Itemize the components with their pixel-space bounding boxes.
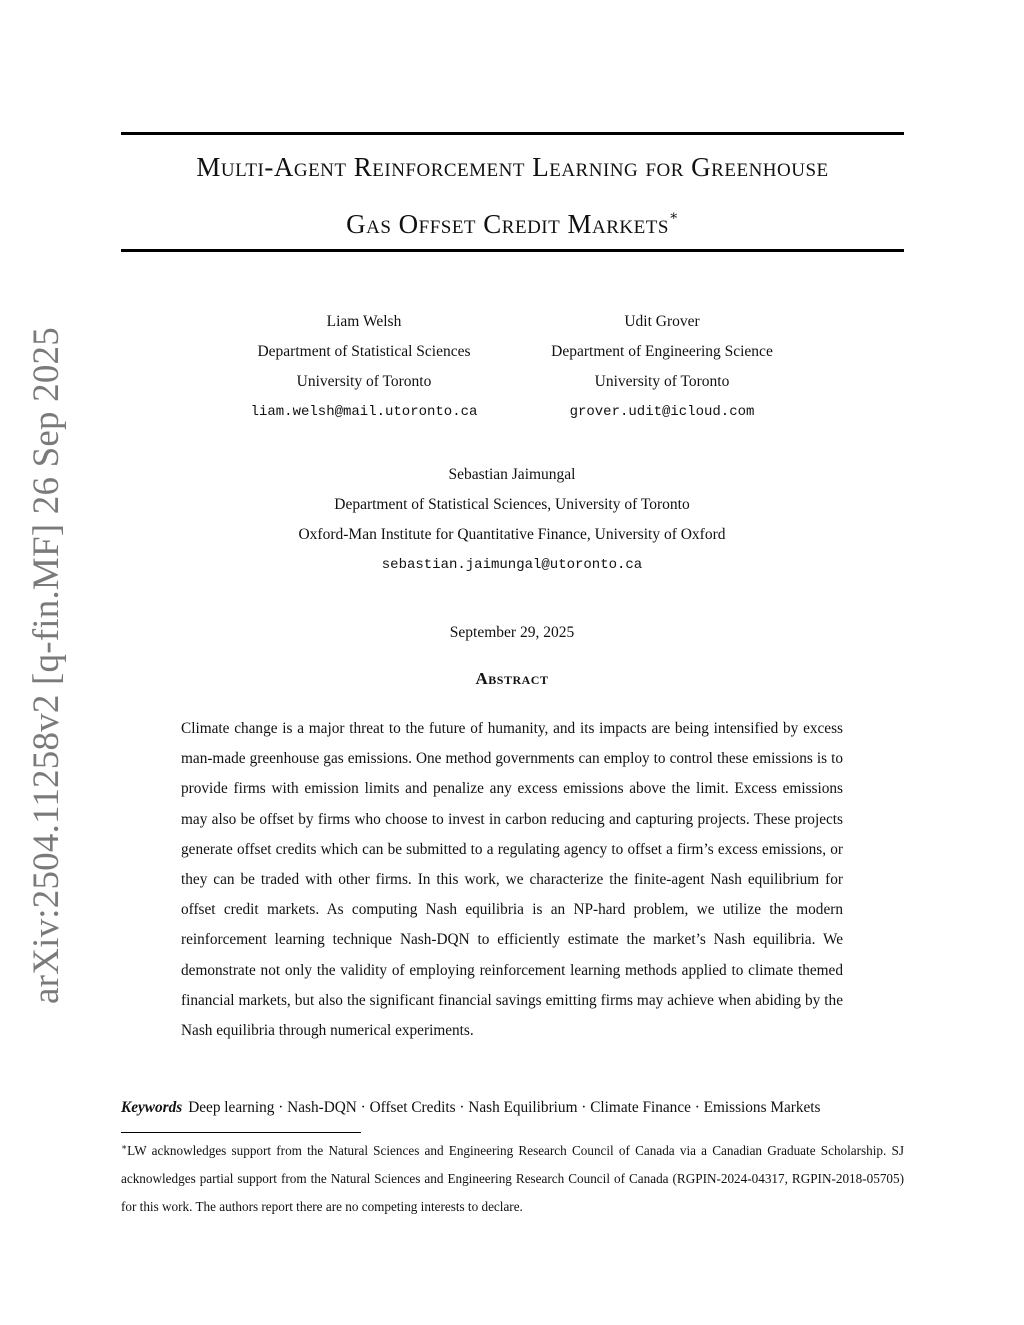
abstract-body: Climate change is a major threat to the future of humanity, and its impacts are being intensified by excess man-made greenhouse gas emissions. One method governments can employ to control these emissions is to provide firms with emission limits and penalize any excess emissions above the limit. Excess emissions may also be offset by firms who choose to invest in carbon reducing and capturing projects. These projects generate offset credits which can be submitted to a regulating agency to offset a firm’s excess emissions, or they can be traded with other firms. In this work, we characterize the finite-agent Nash equilibrium for offset credit markets. As computing Nash equilibria is an NP-hard problem, we utilize the modern reinforcement learning technique Nash-DQN to efficiently estimate the market’s Nash equilibria. We demonstrate not only the validity of employing reinforcement learning methods applied to climate themed financial markets, but also the significant financial savings emitting firms may achieve when abiding by the Nash equilibria through numerical experiments. bbox=[181, 720, 843, 1040]
arxiv-identifier-text: arXiv:2504.11258v2 [q-fin.MF] 26 Sep 2025 bbox=[25, 326, 67, 1004]
footnote-mark: ∗ bbox=[121, 1142, 128, 1152]
paper-title-line-2 bbox=[121, 208, 904, 240]
paper-title-line-1-text: Multi-Agent Reinforcement Learning for Greenhouse bbox=[196, 152, 829, 182]
author-name: Sebastian Jaimungal bbox=[448, 466, 576, 483]
author-block-welsh bbox=[214, 307, 514, 427]
author-affiliation: Oxford-Man Institute for Quantitative Finance, University of Oxford bbox=[298, 526, 726, 543]
author-email[interactable]: grover.udit@icloud.com bbox=[569, 404, 755, 420]
author-name: Liam Welsh bbox=[326, 313, 402, 330]
author-block-jaimungal bbox=[212, 460, 812, 580]
author-block-grover bbox=[512, 307, 812, 427]
abstract-heading: Abstract bbox=[475, 669, 549, 688]
author-university: University of Toronto bbox=[296, 373, 432, 390]
paper-date: September 29, 2025 bbox=[449, 624, 575, 641]
title-footnote-mark[interactable]: ∗ bbox=[668, 209, 679, 224]
author-email[interactable]: liam.welsh@mail.utoronto.ca bbox=[250, 404, 478, 420]
footnote-text: LW acknowledges support from the Natural Sciences and Engineering Research Council of Canada via a Canadian Graduate Scholarship. SJ acknowledges partial support from the Natural Sciences and Engineering Research Council of Canada (RGPIN-2024-04317, RGPIN-2018-05705) for this work. The authors report there are no competing interests to declare. bbox=[121, 1143, 904, 1214]
author-department: Department of Engineering Science bbox=[551, 343, 773, 360]
keywords-line bbox=[121, 1099, 904, 1117]
title-footnote bbox=[121, 1133, 904, 1221]
author-email[interactable]: sebastian.jaimungal@utoronto.ca bbox=[381, 557, 643, 573]
title-top-rule bbox=[121, 132, 904, 135]
paper-title-line-2-text: Gas Offset Credit Markets bbox=[346, 209, 669, 239]
title-bottom-rule bbox=[121, 249, 904, 252]
keywords-text: Deep learning · Nash-DQN · Offset Credits · Nash Equilibrium · Climate Finance · Emissions Markets bbox=[188, 1099, 821, 1116]
keywords-label: Keywords bbox=[121, 1099, 183, 1116]
author-affiliation: Department of Statistical Sciences, University of Toronto bbox=[334, 496, 690, 513]
author-university: University of Toronto bbox=[594, 373, 730, 390]
paper-title-line-1 bbox=[121, 152, 904, 183]
arxiv-identifier-stamp bbox=[16, 326, 76, 1004]
author-department: Department of Statistical Sciences bbox=[257, 343, 471, 360]
author-name: Udit Grover bbox=[624, 313, 700, 330]
